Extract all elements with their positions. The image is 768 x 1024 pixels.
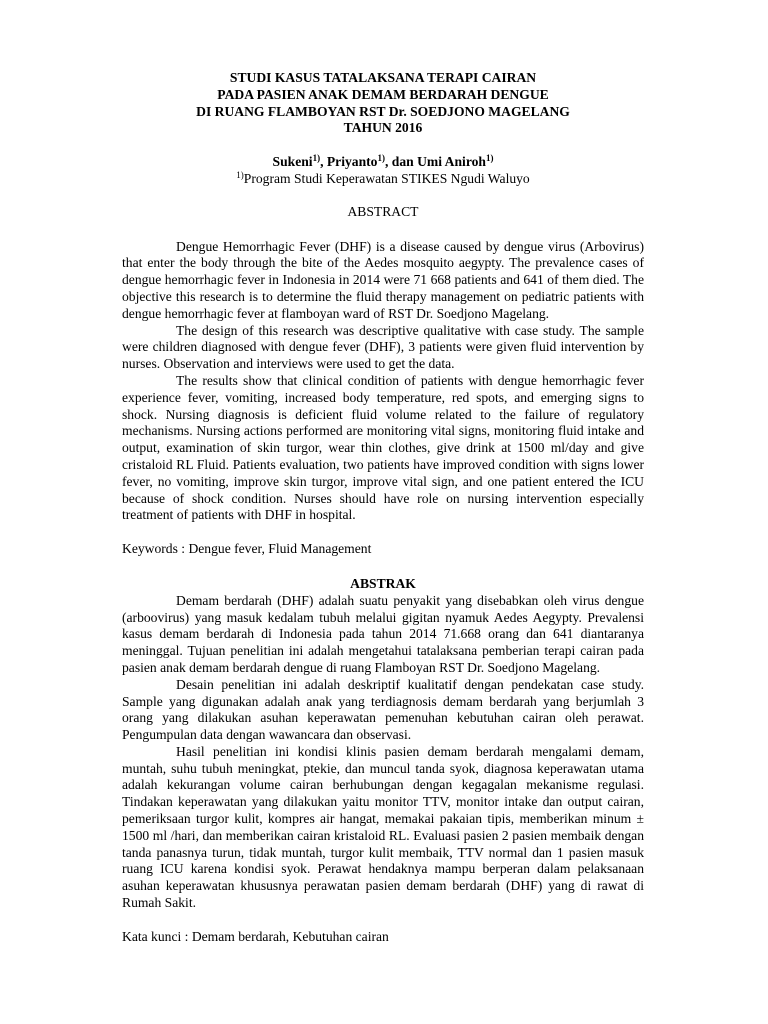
author-separator: , (320, 154, 327, 170)
affiliation (122, 171, 644, 188)
abstract-paragraph: The results show that clinical condition of patients with dengue hemorrhagic fever experience fever, vomiting, increased body temperature, red spots, and emerging signs to shock. Nursing diagnosis is deficient fluid volume related to the failure of regulatory mechanisms. Nursing actions performed are monitoring vital signs, monitoring fluid intake and output, examination of skin turgor, wear thin clothes, give drink at 1500 ml/day and give cristaloid RL Fluid. Patients evaluation, two patients have improved condition with signs lower fever, no vomiting, improve skin turgor, improve vital sign, and one patient entered the ICU because of shock condition. Nurses should have role on nursing intervention especially treatment of patients with DHF in hospital. (122, 372, 644, 523)
author-affiliation-mark: 1) (485, 153, 494, 164)
paper-page (122, 70, 644, 946)
author-affiliation-mark: 1) (312, 153, 321, 164)
kata-kunci: Kata kunci : Demam berdarah, Kebutuhan cairan (122, 928, 389, 944)
paper-title (122, 70, 644, 137)
title-line: DI RUANG FLAMBOYAN RST Dr. SOEDJONO MAGELANG (196, 103, 570, 119)
author-separator: , dan (384, 154, 418, 170)
author-affiliation-mark: 1) (377, 153, 385, 164)
abstract-paragraph: The design of this research was descriptive qualitative with case study. The sample were children diagnosed with dengue fever (DHF), 3 patients were given fluid intervention by nurses. Observation and interviews were used to get the data. (122, 322, 644, 372)
abstrak-paragraph: Demam berdarah (DHF) adalah suatu penyakit yang disebabkan oleh virus dengue (arboovirus) yang masuk kedalam tubuh melalui gigitan nyamuk Aedes Aegypty. Prevalensi kasus demam berdarah di Indonesia pada tahun 2014 71.668 orang dan 641 diantaranya meninggal. Tujuan penelitian ini adalah mengetahui tatalaksana pemberian terapi cairan pada pasien anak demam berdarah dengue di ruang Flamboyan RST Dr. Soedjono Magelang. (122, 592, 644, 675)
title-line: STUDI KASUS TATALAKSANA TERAPI CAIRAN (229, 70, 537, 85)
abstrak-heading: ABSTRAK (350, 575, 416, 591)
abstrak-paragraph: Hasil penelitian ini kondisi klinis pasien demam berdarah mengalami demam, muntah, suhu tubuh meningkat, ptekie, dan muncul tanda syok, diagnosa keperawatan utama adalah kekurangan volume cairan berhubungan dengan kegagalan mekanisme regulasi. Tindakan keperawatan yang dilakukan yaitu monitor TTV, monitor intake dan output cairan, pemeriksaan turgor kulit, kompres air hangat, memakai pakaian tipis, memberikan minum ± 1500 ml /hari, dan memberikan cairan kristaloid RL. Evaluasi pasien 2 pasien membaik dengan tanda panasnya turun, tidak muntah, turgor kulit membaik, TTV normal dan 1 pasien masuk ruang ICU karena kondisi syok. Perawat hendaknya mampu berperan dalam pelaksanaan asuhan keperawatan khususnya perawatan pasien demam berdarah (DHF) yang di rawat di Rumah Sakit. (122, 743, 644, 911)
author-name: Sukeni (272, 154, 313, 170)
keywords: Keywords : Dengue fever, Fluid Management (122, 541, 372, 557)
affiliation-mark: 1) (236, 169, 244, 180)
abstrak-paragraph: Desain penelitian ini adalah deskriptif kualitatif dengan pendekatan case study. Sample yang digunakan adalah anak yang terdiagnosis demam berdarah yang berjumlah 3 orang yang dilakukan asuhan keperawatan pemenuhan kebutuhan cairan oleh perawat. Pengumpulan data dengan wawancara dan observasi. (122, 676, 644, 743)
abstract-paragraph: Dengue Hemorrhagic Fever (DHF) is a disease caused by dengue virus (Arbovirus) that enter the body through the bite of the Aedes mosquito aegypty. The prevalence cases of dengue hemorrhagic fever in Indonesia in 2014 were 71 668 patients and 641 of them died. The objective this research is to determine the fluid therapy management on pediatric patients with dengue hemorrhagic fever at flamboyan ward of RST Dr. Soedjono Magelang. (122, 238, 644, 321)
title-line: PADA PASIEN ANAK DEMAM BERDARAH DENGUE (217, 86, 549, 102)
author-name: Umi Aniroh (417, 154, 486, 170)
author-line (122, 154, 644, 171)
title-line: TAHUN 2016 (343, 120, 423, 136)
affiliation-text: Program Studi Keperawatan STIKES Ngudi Waluyo (243, 170, 530, 186)
author-name: Priyanto (326, 154, 378, 170)
abstract-heading: ABSTRACT (347, 203, 419, 219)
